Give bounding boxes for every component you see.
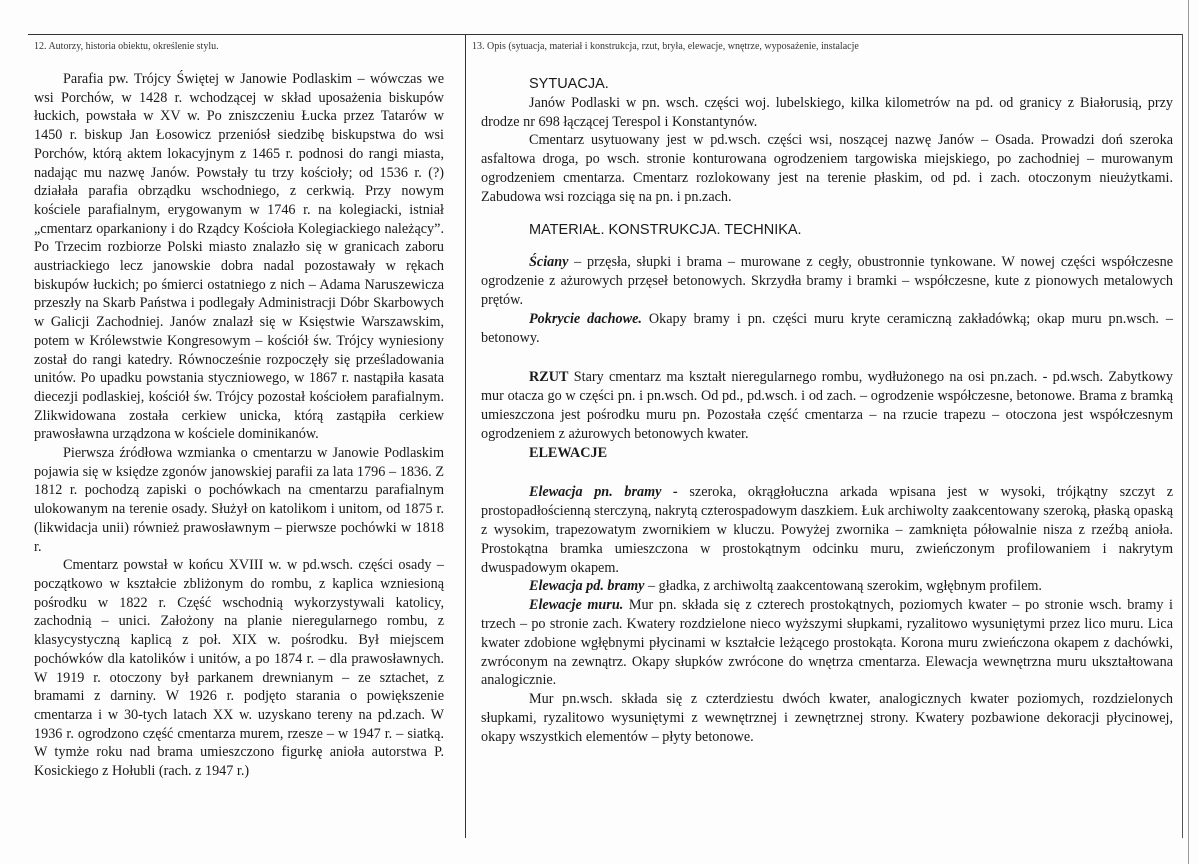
elewacja-muru-text: Mur pn. składa się z czterech prostokątnych, poziomych kwater – po stronie wsch. bramy i trzech – po stronie zach. Kwatery rozdzielone nieco wyższymi słupkami, ryzalitowo wysuniętymi przez lico muru. Lica kwater zdobione wgłębnymi płycinami w kształcie leżącego prostokąta. Korona muru zwieńczona okapem z dachówki, zwróconym na zewnątrz. Okapy słupków zwrócone do wnętrza cmentarza. Elewacja wewnętrzna muru ukształtowana analogicznie. <box>481 597 1173 689</box>
sciany-paragraph <box>481 253 1173 309</box>
elewacja-pn-text: szeroka, okrągłołuczna arkada wpisana jest w wysoki, trójkątny szczyt z prostopadłościenną sterczyną, nakrytą czterospadowym daszkiem. Łuk archiwolty zaakcentowany szeroką, płaską opaską z wysokim, trapezowatym zwornikiem w kluczu. Powyżej zwornika – zamknięta półowalnie nisza z rzeźbą anioła. Prostokątna bramka umieszczona w prostokątnym odcinku muru, zwieńczonym profilowaniem i nakrytym dwuspadowym okapem. <box>481 484 1173 576</box>
page-edge <box>1188 0 1189 864</box>
elewacja-pd-text: – gładka, z archiwoltą zaakcentowaną szerokim, wgłębnym profilem. <box>644 578 1042 595</box>
elewacja-pd-paragraph <box>481 577 1173 596</box>
section-title-sytuacja: SYTUACJA. <box>529 76 609 92</box>
column-divider <box>465 34 466 838</box>
pokrycie-label: Pokrycie dachowe. <box>529 310 642 327</box>
elewacja-pn-paragraph <box>481 483 1173 577</box>
history-paragraph: Parafia pw. Trójcy Świętej w Janowie Podlaskim – wówczas we wsi Porchów, w 1428 r. wchodzącej w skład uposażenia biskupów łuckich, powstała w XV w. Po zniszczeniu Łucka przez Tatarów w 1450 r. biskup Jan Łosowicz przeniósł siedzibę biskupstwa do wsi Porchów, którą aktem lokacyjnym z 1465 r. podnosi do rangi miasta, nadając mu nazwę Janów. Powstały tu trzy kościoły; od 1536 r. (?) działała parafia obrządku wschodniego, z cerkwią. Przy nowym kościele parafialnym, erygowanym w 1746 r. na kolegiacki, istniał „cmentarz oparkaniony i do Rządcy Kościoła Kolegiackiego należący”. Po Trzecim rozbiorze Polski miasto znalazło się w granicach zaboru austriackiego lecz janowskie dobra nadal pozostawały w rękach biskupów łuckich; po śmierci ostatniego z nich – Adama Naruszewicza przeszły na Skarb Państwa i podlegały Administracji Dóbr Skarbowych w Galicji Zachodniej. Janów znalazł się w Księstwie Warszawskim, potem w Królewstwie Kongresowym – kościół św. Trójcy wyniesiony został do rangi katedry. Równocześnie rozpoczęły się prześladowania unitów. Po upadku powstania styczniowego, w 1867 r. nastąpiła kasata diecezji podlaskiej, kościół św. Trójcy pozostał kościołem parafialnym. Zlikwidowana została cerkiew unicka, którą zastąpiła cerkiew prawosławna urządzona w kościele dominikanów. <box>34 71 444 443</box>
mur-pnwsch-paragraph: Mur pn.wsch. składa się z czterdziestu dwóch kwater, analogicznych kwater poziomych, rozdzielonych słupkami, ryzalitowo wysuniętymi z wewnętrznej i zewnętrznej strony. Kwatery pozbawione dekoracji płycinowej, okapy wszystkich elementów – płyty betonowe. <box>481 691 1173 745</box>
history-paragraph: Cmentarz powstał w końcu XVIII w. w pd.wsch. części osady – początkowo w kształcie zbliżonym do rombu, z kaplica wzniesioną pośrodku w 1822 r. Część wschodnią wykorzystywali katolicy, zachodnią – unici. Założony na planie nieregularnego rombu, z klasycystyczną kaplicą z poł. XIX w. pośrodku. Był miejscem pochówków dla katolików i unitów, a po 1874 r. – dla prawosławnych. W 1919 r. otoczony był parkanem drewnianym – ze sztachet, z bramami z darniny. W 1926 r. podjęto starania o powiększenie cmentarza i w 30-tych latach XX w. uzyskano tereny na pd.zach. W 1936 r. ogrodzono część cmentarza murem, rzesze – w 1947 r. – siatką. W tymże roku nad brama umieszczono figurkę anioła autorstwa P. Kosickiego z Hołubli (rach. z 1947 r.) <box>34 557 444 780</box>
history-column <box>34 70 444 781</box>
sytuacja-paragraph: Janów Podlaski w pn. wsch. części woj. lubelskiego, kilka kilometrów na pd. od granicy z Białorusią, przy drodze nr 698 łączącej Terespol i Konstantynów. <box>481 94 1173 130</box>
sciany-text: – przęsła, słupki i brama – murowane z cegły, obustronnie tynkowane. W nowej części współczesne ogrodzenie z ażurowych przęseł betonowych. Skrzydła bramy i bramki – współczesne, kute z pionowych metalowych prętów. <box>481 254 1173 308</box>
top-rule <box>28 34 1182 35</box>
elewacja-pd-label: Elewacja pd. bramy <box>529 578 645 595</box>
history-paragraph: Pierwsza źródłowa wzmianka o cmentarzu w Janowie Podlaskim pojawia się w księdze zgonów janowskiej parafii za lata 1796 – 1836. Z 1812 r. pochodzą zapiski o pochówkach na cmentarzu parafialnym ulokowanym na terenie osady. Służył on katolikom i unitom, od 1875 r. (likwidacja unii) również prawosławnym – pierwsze pochówki w 1818 r. <box>34 445 444 555</box>
rzut-paragraph <box>481 368 1173 443</box>
pokrycie-paragraph <box>481 310 1173 348</box>
right-column-header: 13. Opis (sytuacja, materiał i konstrukcja, rzut, bryła, elewacje, wnętrze, wyposażenie, instalacje <box>472 41 859 52</box>
rzut-label: RZUT <box>529 369 569 386</box>
section-title-material: MATERIAŁ. KONSTRUKCJA. TECHNIKA. <box>529 221 802 238</box>
section-title-elewacje: ELEWACJE <box>529 444 608 461</box>
left-column-header: 12. Autorzy, historia obiektu, określenie stylu. <box>34 41 219 52</box>
sytuacja-paragraph: Cmentarz usytuowany jest w pd.wsch. części wsi, noszącej nazwę Janów – Osada. Prowadzi doń szeroka asfaltowa droga, po wsch. stronie konturowana ogrodzeniem targowiska miejskiego, po zachodniej – murowanym ogrodzeniem cmentarza. Cmentarz rozlokowany jest na terenie płaskim, od pd. i zach. otoczonym nieużytkami. Zabudowa wsi rozciąga się na pn. i pn.zach. <box>481 132 1173 205</box>
elewacja-pn-label: Elewacja pn. bramy - <box>529 484 678 501</box>
right-rule <box>1182 34 1183 838</box>
rzut-text: Stary cmentarz ma kształt nieregularnego rombu, wydłużonego na osi pn.zach. - pd.wsch. Zabytkowy mur otacza go w części pn. i pn.wsch. Od pd., pd.wsch. i od zach. – ogrodzenie współczesne, betonowe. Brama z bramką umieszczona jest pośrodku muru pn. Pozostała część cmentarza – na rzucie trapezu – otoczona jest współczesnym ogrodzeniem z ażurowych betonowych kwater. <box>481 369 1173 442</box>
sciany-label: Ściany <box>529 254 569 271</box>
description-column <box>481 75 1173 747</box>
pokrycie-text: Okapy bramy i pn. części muru kryte ceramiczną zakładówką; okap muru pn.wsch. – betonowy. <box>481 310 1174 346</box>
elewacja-muru-paragraph <box>481 596 1173 690</box>
elewacja-muru-label: Elewacje muru. <box>529 597 624 614</box>
